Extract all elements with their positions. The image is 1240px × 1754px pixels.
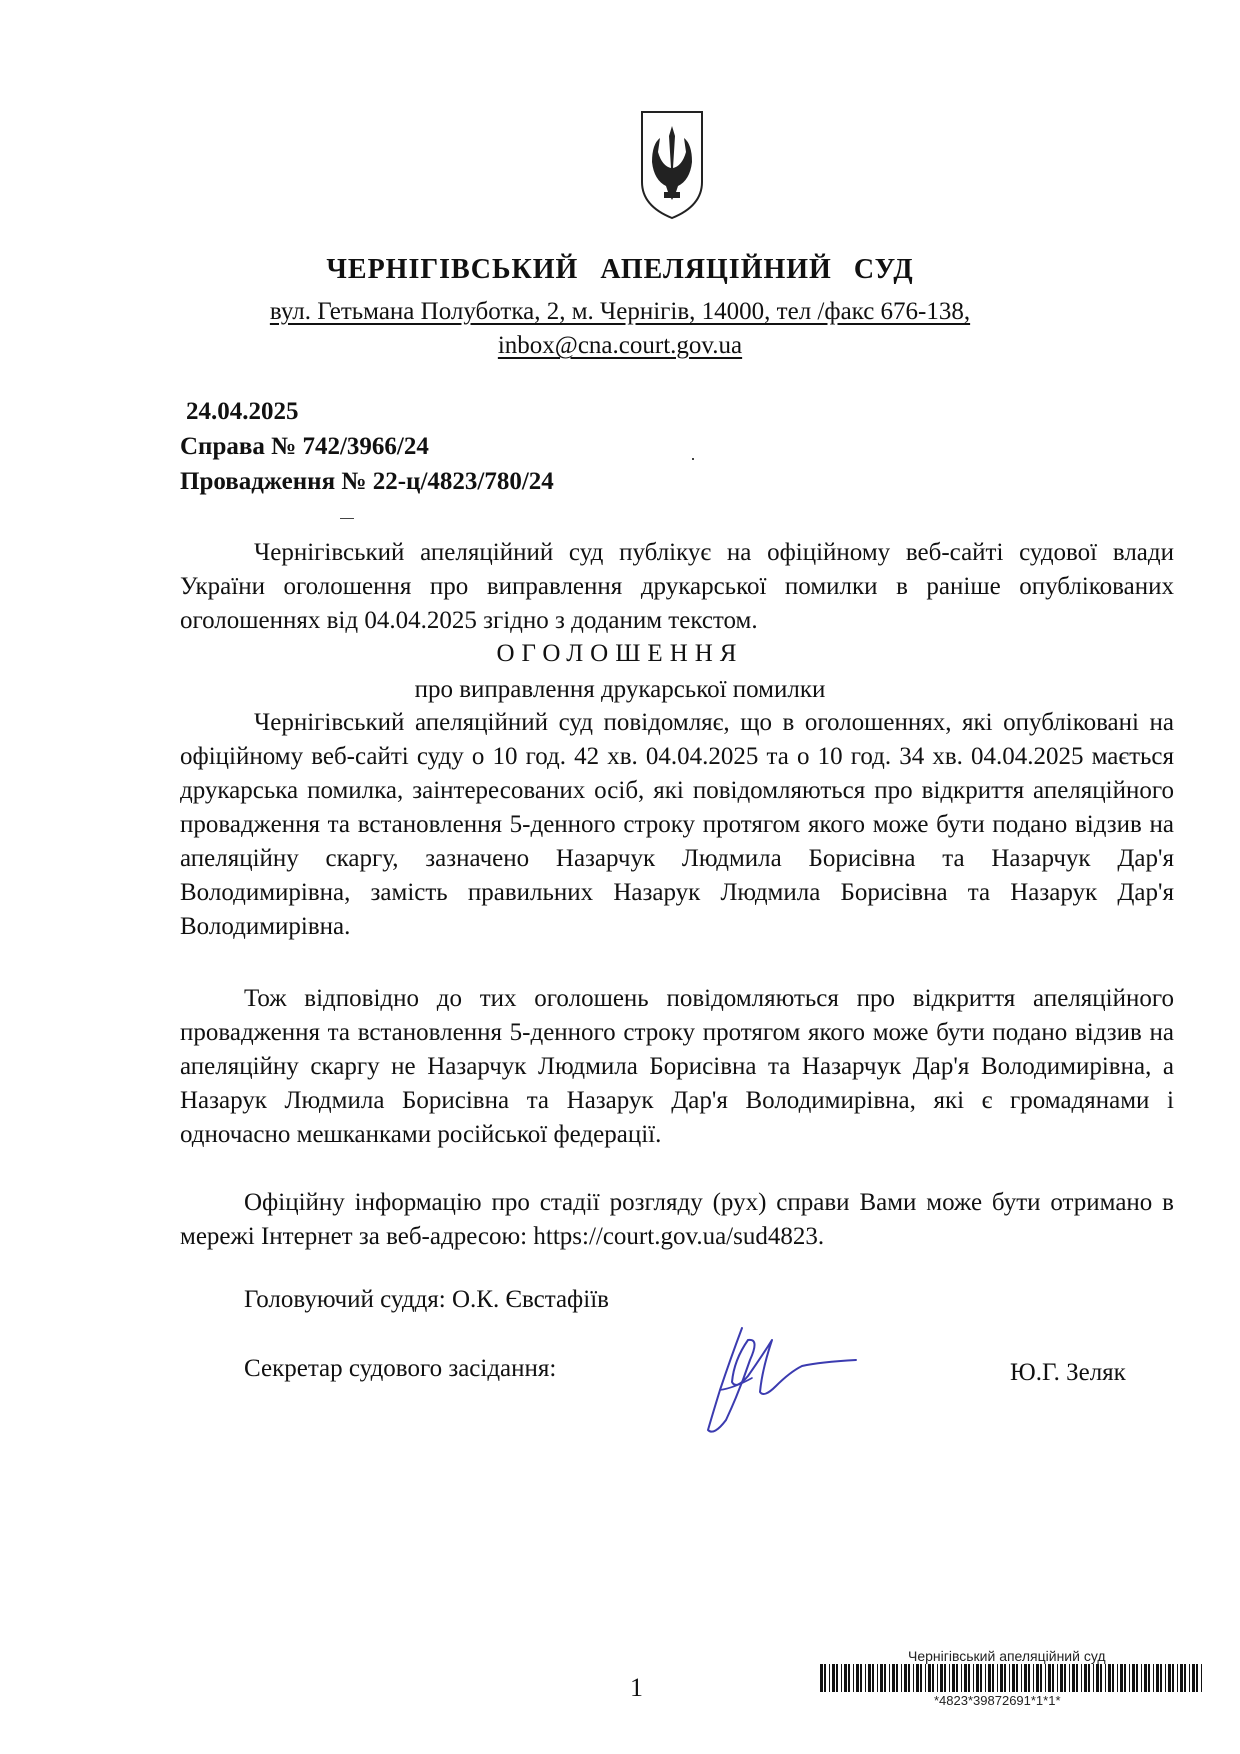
- scan-speck: [340, 518, 354, 519]
- barcode-bar: [872, 1664, 874, 1692]
- barcode-bar: [976, 1664, 979, 1692]
- barcode-bar: [1160, 1664, 1162, 1692]
- barcode-bar: [880, 1664, 883, 1692]
- barcode-bar: [944, 1664, 946, 1692]
- barcode-bar: [889, 1664, 890, 1692]
- barcode-number: *4823*39872691*1*1*: [934, 1693, 1061, 1708]
- barcode-bar: [841, 1664, 842, 1692]
- barcode-bar: [1192, 1664, 1195, 1692]
- barcode-bar: [1184, 1664, 1186, 1692]
- barcode-bar: [1040, 1664, 1042, 1692]
- barcode-bar: [980, 1664, 982, 1692]
- barcode-bar: [932, 1664, 934, 1692]
- barcode-bar: [1132, 1664, 1135, 1692]
- barcode-bar: [829, 1664, 830, 1692]
- barcode-bar: [865, 1664, 866, 1692]
- barcode-bar: [877, 1664, 878, 1692]
- barcode-bar: [968, 1664, 970, 1692]
- barcode-bar: [892, 1664, 895, 1692]
- barcode-bar: [1196, 1664, 1198, 1692]
- presiding-judge: Головуючий суддя: О.К. Євстафіїв: [244, 1286, 609, 1313]
- barcode-bar: [928, 1664, 931, 1692]
- barcode-bar: [1084, 1664, 1087, 1692]
- barcode-bar: [1024, 1664, 1027, 1692]
- barcode-bar: [1060, 1664, 1063, 1692]
- barcode-bar: [992, 1664, 994, 1692]
- barcode-bar: [1165, 1664, 1166, 1692]
- barcode-bar: [1189, 1664, 1190, 1692]
- barcode-bar: [1036, 1664, 1039, 1692]
- barcode-bar: [820, 1664, 823, 1692]
- court-address: вул. Гетьмана Полуботка, 2, м. Чернігів, 14000, тел /факс 676-138,: [269, 298, 971, 325]
- barcode-bar: [836, 1664, 838, 1692]
- barcode-bar: [1088, 1664, 1090, 1692]
- barcode-bar: [1072, 1664, 1075, 1692]
- barcode-bar: [973, 1664, 974, 1692]
- barcode-bar: [1028, 1664, 1030, 1692]
- announcement-paragraph-2: Тож відповідно до тих оголошень повідомляються про відкриття апеляційного провадження та встановлення 5-денного строку протягом якого може бути подано відзив на апеляційну скаргу не Назарчук Людмила Борисівна та Назарчук Дар'я Володимирівна, а Назарук Людмила Борисівна та Назарук Дар'я Володимирівна, які є громадянами і одночасно мешканками російської федерації.: [180, 985, 1174, 1148]
- barcode-bar: [913, 1664, 914, 1692]
- barcode-bar: [1156, 1664, 1159, 1692]
- barcode-bar: [961, 1664, 962, 1692]
- barcode-bar: [1105, 1664, 1106, 1692]
- secretary-label: Секретар судового засідання:: [244, 1355, 557, 1382]
- barcode-bar: [988, 1664, 991, 1692]
- secretary-name: Ю.Г. Зеляк: [1010, 1359, 1126, 1386]
- barcode-bar: [920, 1664, 922, 1692]
- barcode-bar: [1004, 1664, 1006, 1692]
- announcement-paragraph-3: Офіційну інформацію про стадії розгляду (рух) справи Вами може бути отримано в мережі Інтернет за веб-адресою: https://court.gov.ua/sud4823.: [180, 1189, 1174, 1250]
- barcode-bar: [949, 1664, 950, 1692]
- barcode-bar: [1033, 1664, 1034, 1692]
- barcode-bar: [997, 1664, 998, 1692]
- announcement-title: ОГОЛОШЕННЯ: [496, 640, 744, 667]
- barcode-bar: [1048, 1664, 1051, 1692]
- barcode-bar: [856, 1664, 859, 1692]
- barcode-bar: [904, 1664, 907, 1692]
- barcode-bar: [1168, 1664, 1171, 1692]
- barcode-bar: [937, 1664, 938, 1692]
- handwritten-signature: [690, 1320, 860, 1440]
- barcode-bar: [860, 1664, 862, 1692]
- barcode-bar: [1057, 1664, 1058, 1692]
- barcode-bar: [1021, 1664, 1022, 1692]
- barcode-bar: [896, 1664, 898, 1692]
- barcode-bar: [853, 1664, 854, 1692]
- barcode-bar: [925, 1664, 926, 1692]
- barcode-bar: [1112, 1664, 1114, 1692]
- barcode-bar: [1124, 1664, 1126, 1692]
- court-email-link[interactable]: inbox@cna.court.gov.ua: [497, 332, 743, 359]
- document-date: 24.04.2025: [186, 398, 299, 425]
- barcode-bar: [1009, 1664, 1010, 1692]
- barcode-bar: [1180, 1664, 1183, 1692]
- barcode-bar: [1141, 1664, 1142, 1692]
- coat-of-arms-icon: [638, 108, 706, 222]
- barcode-bar: [952, 1664, 955, 1692]
- barcode-bar: [1052, 1664, 1054, 1692]
- announcement-subtitle: про виправлення друкарської помилки: [414, 676, 826, 703]
- barcode-bar: [868, 1664, 871, 1692]
- page-number: 1: [630, 1673, 643, 1702]
- barcode-bar: [1136, 1664, 1138, 1692]
- barcode-bar: [956, 1664, 958, 1692]
- barcode-bar: [1012, 1664, 1015, 1692]
- barcode-bar: [1108, 1664, 1111, 1692]
- court-name: ЧЕРНІГІВСЬКИЙ АПЕЛЯЦІЙНИЙ СУД: [326, 254, 914, 285]
- barcode-bar: [844, 1664, 847, 1692]
- barcode-bar: [1117, 1664, 1118, 1692]
- barcode-bar: [848, 1664, 850, 1692]
- proceeding-number: Провадження № 22-ц/4823/780/24: [180, 468, 554, 495]
- barcode: [820, 1664, 1204, 1692]
- barcode-bar: [1201, 1664, 1202, 1692]
- announcement-paragraph-1: Чернігівський апеляційний суд повідомляє, що в оголошеннях, які опубліковані на офіційному веб-сайті суду о 10 год. 42 хв. 04.04.2025 та о 10 год. 34 хв. 04.04.2025 мається друкарська помилка, заінтересованих осіб, які повідомляються про відкриття апеляційного провадження та встановлення 5-денного строку протягом якого може бути подано відзив на апеляційну скаргу, зазначено Назарчук Людмила Борисівна та Назарчук Дар'я Володимирівна, замість правильних Назарук Людмила Борисівна та Назарук Дар'я Володимирівна.: [180, 709, 1174, 940]
- barcode-bar: [1100, 1664, 1102, 1692]
- barcode-bar: [1096, 1664, 1099, 1692]
- barcode-bar: [901, 1664, 902, 1692]
- barcode-bar: [985, 1664, 986, 1692]
- scan-speck: [692, 458, 694, 460]
- barcode-bar: [916, 1664, 919, 1692]
- barcode-bar: [1120, 1664, 1123, 1692]
- barcode-bar: [1172, 1664, 1174, 1692]
- barcode-bar: [1148, 1664, 1150, 1692]
- barcode-bar: [1069, 1664, 1070, 1692]
- intro-paragraph: Чернігівський апеляційний суд публікує на офіційному веб-сайті судової влади України оголошення про виправлення друкарської помилки в раніше опублікованих оголошеннях від 04.04.2025 згідно з доданим текстом.: [180, 539, 1174, 634]
- barcode-bar: [1144, 1664, 1147, 1692]
- barcode-bar: [884, 1664, 886, 1692]
- barcode-court-label: Чернігівський апеляційний суд: [908, 1648, 1106, 1664]
- barcode-bar: [1129, 1664, 1130, 1692]
- barcode-bar: [940, 1664, 943, 1692]
- barcode-bar: [1045, 1664, 1046, 1692]
- barcode-bar: [832, 1664, 835, 1692]
- case-number: Справа № 742/3966/24: [180, 433, 429, 460]
- barcode-bar: [908, 1664, 910, 1692]
- barcode-bar: [1016, 1664, 1018, 1692]
- barcode-bar: [964, 1664, 967, 1692]
- barcode-bar: [1153, 1664, 1154, 1692]
- barcode-bar: [1177, 1664, 1178, 1692]
- barcode-bar: [1064, 1664, 1066, 1692]
- barcode-bar: [1000, 1664, 1003, 1692]
- barcode-bar: [1093, 1664, 1094, 1692]
- barcode-bar: [1081, 1664, 1082, 1692]
- barcode-bar: [824, 1664, 826, 1692]
- barcode-bar: [1076, 1664, 1078, 1692]
